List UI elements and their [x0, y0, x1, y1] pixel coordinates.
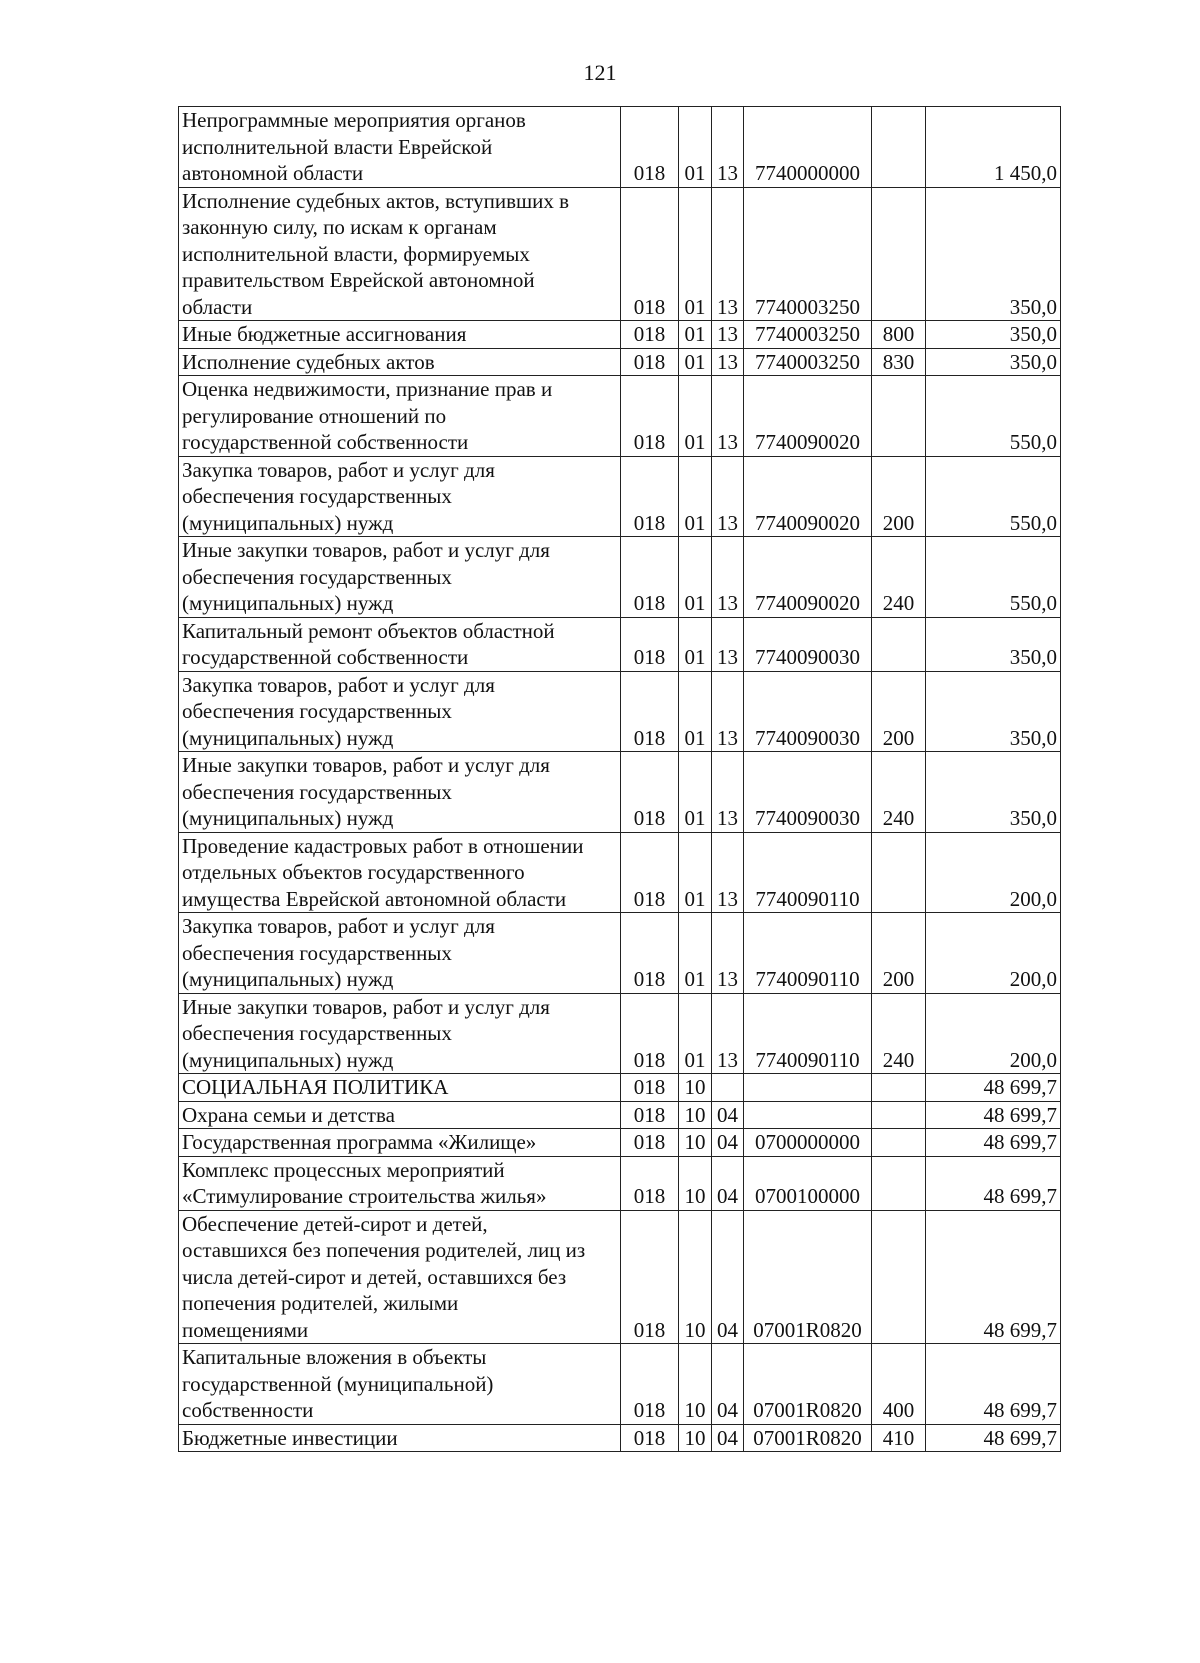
row-name-cell: Бюджетные инвестиции	[179, 1424, 621, 1452]
table-row	[179, 321, 1061, 349]
section-code-cell: 10	[679, 1129, 712, 1157]
subsection-code-cell: 04	[712, 1210, 744, 1344]
dept-code-cell: 018	[621, 913, 679, 994]
dept-code-cell: 018	[621, 376, 679, 457]
expense-type-cell	[872, 617, 926, 671]
dept-code-cell: 018	[621, 348, 679, 376]
subsection-code-cell: 04	[712, 1344, 744, 1425]
table-row	[179, 671, 1061, 752]
subsection-code-cell: 13	[712, 671, 744, 752]
target-article-cell: 0700100000	[744, 1156, 872, 1210]
dept-code-cell: 018	[621, 1074, 679, 1102]
expense-type-cell	[872, 1074, 926, 1102]
target-article-cell: 7740090020	[744, 376, 872, 457]
dept-code-cell: 018	[621, 1210, 679, 1344]
subsection-code-cell: 13	[712, 993, 744, 1074]
target-article-cell: 7740090020	[744, 456, 872, 537]
expense-type-cell	[872, 187, 926, 321]
amount-cell: 350,0	[926, 752, 1061, 833]
section-code-cell: 10	[679, 1156, 712, 1210]
dept-code-cell: 018	[621, 321, 679, 349]
expense-type-cell: 410	[872, 1424, 926, 1452]
row-name-cell: Непрограммные мероприятия органов исполнительной власти Еврейской автономной области	[179, 107, 621, 188]
subsection-code-cell: 13	[712, 832, 744, 913]
target-article-cell: 7740090110	[744, 993, 872, 1074]
target-article-cell: 7740090030	[744, 671, 872, 752]
section-code-cell: 01	[679, 456, 712, 537]
dept-code-cell: 018	[621, 1101, 679, 1129]
subsection-code-cell: 04	[712, 1424, 744, 1452]
row-name-cell: Закупка товаров, работ и услуг для обеспечения государственных (муниципальных) нужд	[179, 913, 621, 994]
budget-table-body	[179, 107, 1061, 1452]
table-row	[179, 1156, 1061, 1210]
table-row	[179, 1344, 1061, 1425]
table-row	[179, 348, 1061, 376]
section-code-cell: 10	[679, 1074, 712, 1102]
target-article-cell: 7740090030	[744, 617, 872, 671]
dept-code-cell: 018	[621, 456, 679, 537]
row-name-cell: Иные закупки товаров, работ и услуг для обеспечения государственных (муниципальных) нужд	[179, 537, 621, 618]
section-code-cell: 01	[679, 832, 712, 913]
expense-type-cell: 200	[872, 671, 926, 752]
target-article-cell: 0700000000	[744, 1129, 872, 1157]
table-row	[179, 1129, 1061, 1157]
subsection-code-cell: 13	[712, 321, 744, 349]
table-row	[179, 537, 1061, 618]
amount-cell: 550,0	[926, 456, 1061, 537]
amount-cell: 550,0	[926, 376, 1061, 457]
section-code-cell: 01	[679, 321, 712, 349]
expense-type-cell	[872, 107, 926, 188]
row-name-cell: Закупка товаров, работ и услуг для обеспечения государственных (муниципальных) нужд	[179, 671, 621, 752]
dept-code-cell: 018	[621, 671, 679, 752]
dept-code-cell: 018	[621, 1156, 679, 1210]
dept-code-cell: 018	[621, 537, 679, 618]
expense-type-cell: 400	[872, 1344, 926, 1425]
expense-type-cell: 830	[872, 348, 926, 376]
table-row	[179, 376, 1061, 457]
table-row	[179, 913, 1061, 994]
amount-cell: 48 699,7	[926, 1101, 1061, 1129]
amount-cell: 1 450,0	[926, 107, 1061, 188]
target-article-cell: 7740000000	[744, 107, 872, 188]
row-name-cell: Комплекс процессных мероприятий «Стимулирование строительства жилья»	[179, 1156, 621, 1210]
expense-type-cell: 200	[872, 456, 926, 537]
dept-code-cell: 018	[621, 1424, 679, 1452]
row-name-cell: Исполнение судебных актов, вступивших в законную силу, по искам к органам исполнительной власти, формируемых правительством Еврейской автономной области	[179, 187, 621, 321]
expense-type-cell	[872, 832, 926, 913]
expense-type-cell: 240	[872, 752, 926, 833]
subsection-code-cell: 04	[712, 1156, 744, 1210]
amount-cell: 48 699,7	[926, 1129, 1061, 1157]
amount-cell: 350,0	[926, 671, 1061, 752]
table-row	[179, 1424, 1061, 1452]
section-code-cell: 01	[679, 671, 712, 752]
section-code-cell: 01	[679, 187, 712, 321]
subsection-code-cell	[712, 1074, 744, 1102]
dept-code-cell: 018	[621, 832, 679, 913]
row-name-cell: СОЦИАЛЬНАЯ ПОЛИТИКА	[179, 1074, 621, 1102]
amount-cell: 350,0	[926, 321, 1061, 349]
dept-code-cell: 018	[621, 993, 679, 1074]
row-name-cell: Иные бюджетные ассигнования	[179, 321, 621, 349]
page-number: 121	[583, 60, 617, 85]
row-name-cell: Обеспечение детей-сирот и детей, оставшихся без попечения родителей, лиц из числа детей-сирот и детей, оставшихся без попечения родителей, жилыми помещениями	[179, 1210, 621, 1344]
row-name-cell: Иные закупки товаров, работ и услуг для обеспечения государственных (муниципальных) нужд	[179, 993, 621, 1074]
section-code-cell: 10	[679, 1101, 712, 1129]
row-name-cell: Государственная программа «Жилище»	[179, 1129, 621, 1157]
expense-type-cell	[872, 1129, 926, 1157]
section-code-cell: 01	[679, 348, 712, 376]
expense-type-cell: 200	[872, 913, 926, 994]
section-code-cell: 01	[679, 617, 712, 671]
subsection-code-cell: 13	[712, 537, 744, 618]
target-article-cell: 7740003250	[744, 348, 872, 376]
table-row	[179, 456, 1061, 537]
row-name-cell: Исполнение судебных актов	[179, 348, 621, 376]
subsection-code-cell: 13	[712, 348, 744, 376]
amount-cell: 200,0	[926, 832, 1061, 913]
expense-type-cell	[872, 1210, 926, 1344]
target-article-cell: 07001R0820	[744, 1210, 872, 1344]
amount-cell: 48 699,7	[926, 1074, 1061, 1102]
row-name-cell: Капитальные вложения в объекты государственной (муниципальной) собственности	[179, 1344, 621, 1425]
subsection-code-cell: 13	[712, 376, 744, 457]
dept-code-cell: 018	[621, 107, 679, 188]
target-article-cell: 7740090110	[744, 913, 872, 994]
budget-table	[178, 106, 1061, 1452]
amount-cell: 48 699,7	[926, 1210, 1061, 1344]
target-article-cell: 7740090110	[744, 832, 872, 913]
row-name-cell: Иные закупки товаров, работ и услуг для обеспечения государственных (муниципальных) нужд	[179, 752, 621, 833]
table-row	[179, 187, 1061, 321]
section-code-cell: 10	[679, 1344, 712, 1425]
subsection-code-cell: 13	[712, 187, 744, 321]
table-row	[179, 1074, 1061, 1102]
table-row	[179, 832, 1061, 913]
subsection-code-cell: 13	[712, 107, 744, 188]
subsection-code-cell: 13	[712, 456, 744, 537]
expense-type-cell: 240	[872, 993, 926, 1074]
row-name-cell: Охрана семьи и детства	[179, 1101, 621, 1129]
amount-cell: 48 699,7	[926, 1156, 1061, 1210]
expense-type-cell	[872, 1101, 926, 1129]
section-code-cell: 01	[679, 376, 712, 457]
target-article-cell	[744, 1074, 872, 1102]
section-code-cell: 01	[679, 993, 712, 1074]
section-code-cell: 01	[679, 752, 712, 833]
dept-code-cell: 018	[621, 617, 679, 671]
target-article-cell	[744, 1101, 872, 1129]
target-article-cell: 7740090020	[744, 537, 872, 618]
table-row	[179, 1210, 1061, 1344]
target-article-cell: 07001R0820	[744, 1424, 872, 1452]
amount-cell: 350,0	[926, 348, 1061, 376]
amount-cell: 200,0	[926, 993, 1061, 1074]
target-article-cell: 07001R0820	[744, 1344, 872, 1425]
amount-cell: 550,0	[926, 537, 1061, 618]
subsection-code-cell: 13	[712, 752, 744, 833]
section-code-cell: 10	[679, 1424, 712, 1452]
subsection-code-cell: 13	[712, 913, 744, 994]
expense-type-cell	[872, 376, 926, 457]
dept-code-cell: 018	[621, 1344, 679, 1425]
expense-type-cell: 240	[872, 537, 926, 618]
table-row	[179, 107, 1061, 188]
expense-type-cell: 800	[872, 321, 926, 349]
row-name-cell: Проведение кадастровых работ в отношении отдельных объектов государственного имущества Еврейской автономной области	[179, 832, 621, 913]
row-name-cell: Закупка товаров, работ и услуг для обеспечения государственных (муниципальных) нужд	[179, 456, 621, 537]
subsection-code-cell: 04	[712, 1101, 744, 1129]
target-article-cell: 7740003250	[744, 187, 872, 321]
amount-cell: 48 699,7	[926, 1424, 1061, 1452]
section-code-cell: 10	[679, 1210, 712, 1344]
target-article-cell: 7740003250	[744, 321, 872, 349]
section-code-cell: 01	[679, 537, 712, 618]
table-row	[179, 617, 1061, 671]
subsection-code-cell: 13	[712, 617, 744, 671]
target-article-cell: 7740090030	[744, 752, 872, 833]
dept-code-cell: 018	[621, 187, 679, 321]
amount-cell: 200,0	[926, 913, 1061, 994]
row-name-cell: Оценка недвижимости, признание прав и регулирование отношений по государственной собственности	[179, 376, 621, 457]
expense-type-cell	[872, 1156, 926, 1210]
subsection-code-cell: 04	[712, 1129, 744, 1157]
section-code-cell: 01	[679, 913, 712, 994]
amount-cell: 48 699,7	[926, 1344, 1061, 1425]
dept-code-cell: 018	[621, 752, 679, 833]
table-row	[179, 752, 1061, 833]
table-row	[179, 993, 1061, 1074]
dept-code-cell: 018	[621, 1129, 679, 1157]
amount-cell: 350,0	[926, 617, 1061, 671]
table-row	[179, 1101, 1061, 1129]
section-code-cell: 01	[679, 107, 712, 188]
row-name-cell: Капитальный ремонт объектов областной государственной собственности	[179, 617, 621, 671]
amount-cell: 350,0	[926, 187, 1061, 321]
